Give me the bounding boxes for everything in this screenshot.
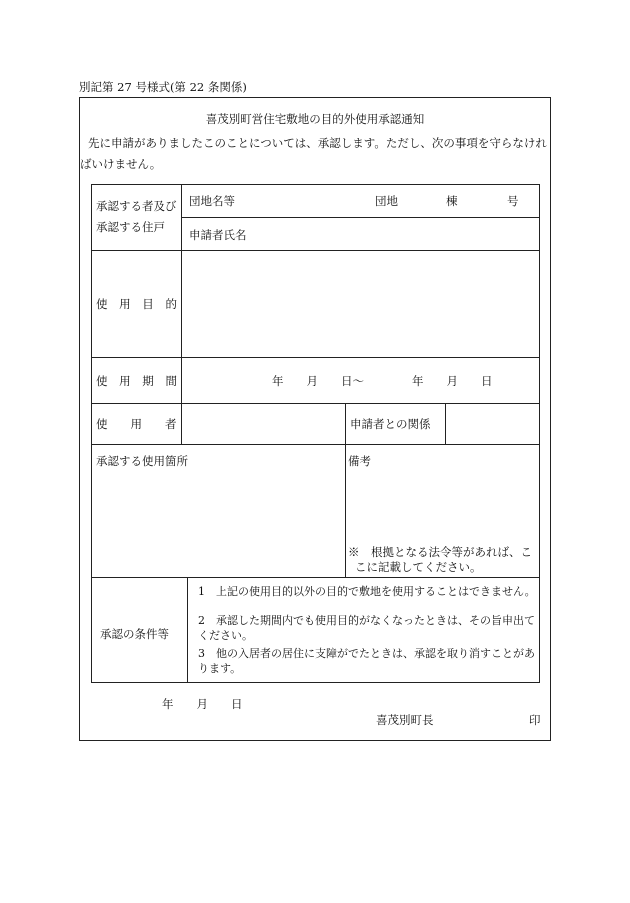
mayor-title: 喜茂別町長 (376, 713, 434, 727)
location-label: 承認する使用箇所 (96, 454, 188, 468)
period-date-from: 年 月 日〜 (272, 374, 364, 388)
form-title: 喜茂別町営住宅敷地の目的外使用承認通知 (205, 112, 425, 126)
main-table (91, 184, 540, 683)
user-label: 使 用 者 (96, 417, 177, 431)
remarks-note-line2: こに記載してください。 (355, 560, 482, 574)
danchi-label: 団地 (375, 194, 398, 208)
period-label: 使 用 期 間 (96, 374, 181, 388)
condition-item-2: 2 承認した期間内でも使用目的がなくなったときは、その旨申出てください。 (198, 614, 535, 642)
intro-line-2: ばいけません。 (80, 157, 162, 171)
purpose-label: 使 用 目 的 (96, 297, 181, 311)
gou-label: 号 (507, 194, 519, 208)
seal-mark: 印 (529, 713, 541, 727)
condition-item-3: 3 他の入居者の居住に支障がでたときは、承認を取り消すことがあります。 (198, 647, 535, 675)
applicant-label-line1: 承認する者及び (96, 199, 177, 213)
relation-label: 申請者との関係 (350, 417, 431, 431)
estate-name-label: 団地名等 (189, 194, 235, 208)
remarks-note-line1: ※ 根拠となる法令等があれば、こ (348, 545, 532, 559)
form-reference: 別記第 27 号様式(第 22 条関係) (79, 80, 247, 94)
tou-label: 棟 (446, 194, 458, 208)
condition-item-1: 1 上記の使用目的以外の目的で敷地を使用することはできません。 (198, 585, 536, 598)
remarks-label: 備考 (348, 454, 371, 468)
period-date-to: 年 月 日 (412, 374, 493, 388)
applicant-name-label: 申請者氏名 (189, 228, 247, 242)
issue-date: 年 月 日 (162, 697, 243, 711)
applicant-label-line2: 承認する住戸 (96, 220, 165, 234)
conditions-label: 承認の条件等 (100, 627, 169, 641)
intro-line-1: 先に申請がありましたこのことについては、承認します。ただし、次の事項を守らなけれ (88, 136, 547, 150)
